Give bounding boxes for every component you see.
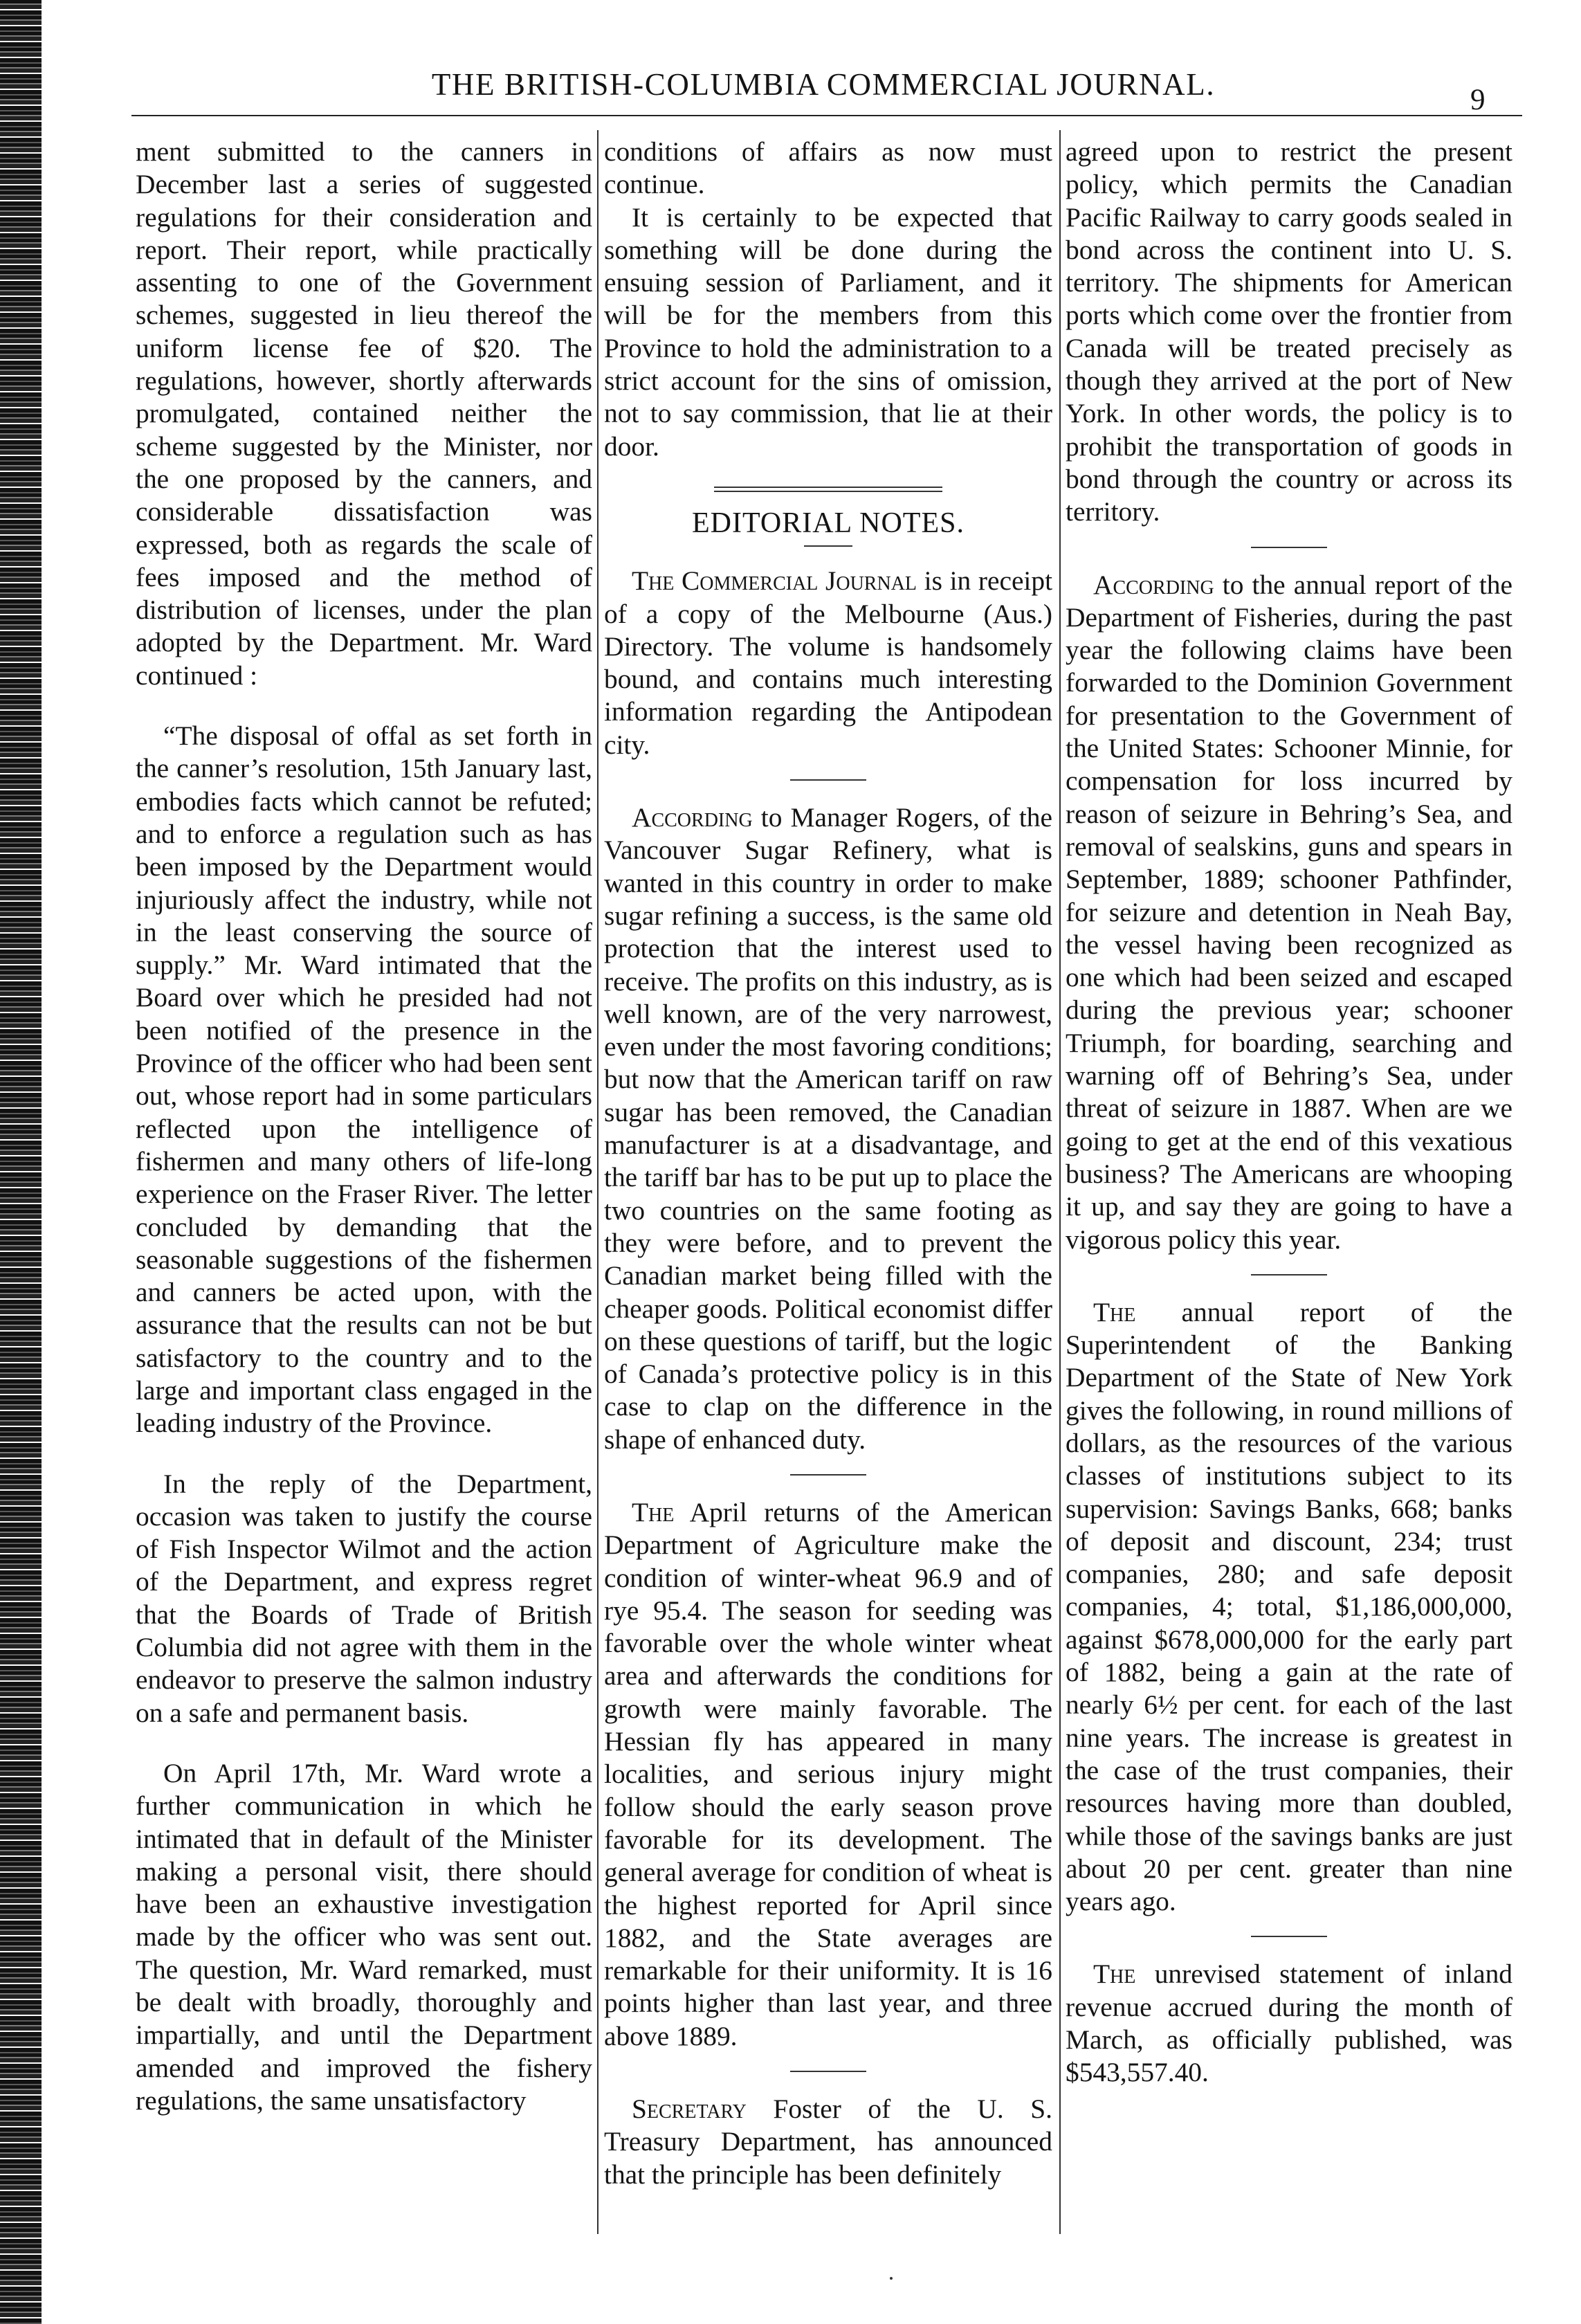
paragraph: “The disposal of offal as set forth in the canner’s resolution, 15th January last, embodies facts which cannot be refuted; and to enforce a regulation such as has been imposed by the Department would injuriously affect the industry, while not in the least conserving the source of supply.” Mr. Ward intimated that the Board over which he presided had not been notified of the presence in the Province of the officer who had been sent out, whose report had in some particulars reflected upon the intelligence of fishermen and many others of life-long experience on the Fraser River. The letter concluded by demanding that the seasonable suggestions of the fishermen and canners be acted upon, with the assurance that the results can not be but satisfactory to the country and to the large and important class engaged in the leading industry of the Province. [136,720,592,1439]
column-2 [604,136,1052,2233]
paragraph-text: to Manager Rogers, of the Vancouver Sugar Refinery, what is wanted in this country in order to make sugar refining a success, is the same old protection that the interest used to receive. The profits on this industry, as is well known, are of the very narrowest, even under the most favoring conditions; but now that the American tariff on raw sugar has been removed, the Canadian manufacturer is at a disadvantage, and the tariff bar has to be put up to place the two countries on the same footing as they were before, and to prevent the Canadian market being filled with the cheaper goods. Political economist differ on these questions of tariff, but the logic of Canada’s protective policy is in this case to clap on the difference in the shape of enhanced duty. [604,802,1052,1455]
paragraph [1066,1296,1513,1918]
paragraph [604,801,1052,1456]
paragraph: conditions of affairs as now must continue. [604,136,1052,200]
paragraph [604,2093,1052,2191]
section-heading: EDITORIAL NOTES. [692,507,965,539]
paragraph-text: annual report of the Superintendent of the Banking Department of the State of New York gives the following, in round millions of dollars, as the resources of the various classes of institutions subject to its supervision: Savings Banks, 668; banks of deposit and discount, 234; trust companies, 280; and safe deposit companies, 4; total, $1,186,000,000, against $678,000,000 for the early part of 1882, being a gain at the rate of nearly 6½ per cent. for each of the last nine years. The increase is greatest in the case of the trust companies, their resources having more than doubled, while those of the savings banks are just about 20 per cent. greater than nine years ago. [1066,1296,1513,1917]
separator-rule [1251,547,1327,548]
paragraph [1066,569,1513,1256]
lead-in: Secretary [632,2094,747,2125]
paragraph: ment submitted to the canners in December last a series of suggested regulations for their consideration and report. Their report, while practically assenting to one of the Government schemes, suggested in lieu thereof the uniform license fee of $20. The regulations, however, shortly afterwards promulgated, contained neither the scheme suggested by the Minister, nor the one proposed by the canners, and considerable dissatisfaction was expressed, both as regards the scale of fees imposed and the method of distribution of licenses, under the plan adopted by the Department. Mr. Ward continued : [136,136,592,691]
header-rule [131,115,1522,116]
paragraph: It is certainly to be expected that something will be done during the ensuing session of Parliament, and it will be for the members from this Province to hold the administration to a strict account for the sins of omission, not to say commission, that lie at their door. [604,201,1052,462]
running-header: THE BRITISH-COLUMBIA COMMERCIAL JOURNAL. [431,67,1216,102]
paragraph [604,565,1052,761]
paragraph-text: unrevised statement of inland revenue accrued during the month of March, as officially published, was $543,557.40. [1066,1959,1513,2088]
print-speck [890,2277,893,2280]
paragraph-text: to the annual report of the Department of Fisheries, during the past year the following claims have been forwarded to the Dominion Government for presentation to the Government of the United States: Schooner Minnie, for compensation for loss incurred by reason of seizure in Behring’s Sea, and removal of sealskins, guns and spears in September, 1889; schooner Pathfinder, for seizure and detention in Neah Bay, the vessel having been recognized as one which had been seized and escaped during the previous year; schooner Triumph, for boarding, searching and warning off of Behring’s Sea, under threat of seizure in 1887. When are we going to get at the end of this vexatious business? The Americans are whooping it up, and say they are going to have a vigorous policy this year. [1066,569,1513,1255]
paragraph-text: is in receipt of a copy of the Melbourne (Aus.) Directory. The volume is handsomely bound, and contains much interesting information regarding the Antipodean city. [604,565,1052,760]
paragraph [604,1496,1052,2053]
section-double-rule [714,487,942,492]
lead-in: According [1093,569,1214,600]
page-binding-edge [0,0,42,2324]
lead-in: The [1093,1296,1136,1327]
paragraph [1066,1958,1513,2089]
paragraph: agreed upon to restrict the present policy, which permits the Canadian Pacific Railway to carry goods sealed in bond across the continent into U. S. territory. The shipments for American ports which come over the frontier from Canada will be treated precisely as though they arrived at the port of New York. In other words, the policy is to prohibit the transportation of goods in bond through the country or across its territory. [1066,136,1513,527]
column-rule-2 [1059,130,1061,2234]
separator-rule [790,2071,866,2072]
paragraph: On April 17th, Mr. Ward wrote a further communication in which he intimated that in default of the Minister making a personal visit, there should have been an exhaustive investigation made by the officer who was sent out. The question, Mr. Ward remarked, must be dealt with broadly, thoroughly and impartially, and until the Department amended and improved the fishery regulations, the same unsatisfactory [136,1757,592,2116]
lead-in: The Commercial Journal [632,565,917,597]
column-rule-1 [597,130,598,2234]
paragraph-text: April returns of the American Department of Agriculture make the condition of winter-wheat 96.9 and of rye 95.4. The season for seeding was favorable over the whole winter wheat area and afterwards the conditions for growth were mainly favorable. The Hessian fly has appeared in many localities, and serious injury might follow should the early season prove favorable for its development. The general average for condition of wheat is the highest reported for April since 1882, and the State averages are remarkable for their uniformity. It is 16 points higher than last year, and three above 1889. [604,1496,1052,2051]
separator-rule [790,779,866,781]
paragraph: In the reply of the Department, occasion was taken to justify the course of Fish Inspector Wilmot and the action of the Department, and express regret that the Boards of Trade of British Columbia did not agree with them in the endeavor to preserve the salmon industry on a safe and permanent basis. [136,1468,592,1728]
separator-rule [1251,1274,1327,1276]
page-number: 9 [1470,84,1486,116]
lead-in: The [632,1496,675,1527]
separator-rule [804,545,852,547]
separator-rule [1251,1936,1327,1937]
column-3 [1066,136,1513,2233]
column-1 [136,136,592,2233]
paragraph-text: Foster of the U. S. Treasury Department, has announced that the principle has been definitely [604,2094,1052,2190]
lead-in: The [1093,1959,1136,1990]
lead-in: According [632,802,753,833]
separator-rule [790,1474,866,1476]
